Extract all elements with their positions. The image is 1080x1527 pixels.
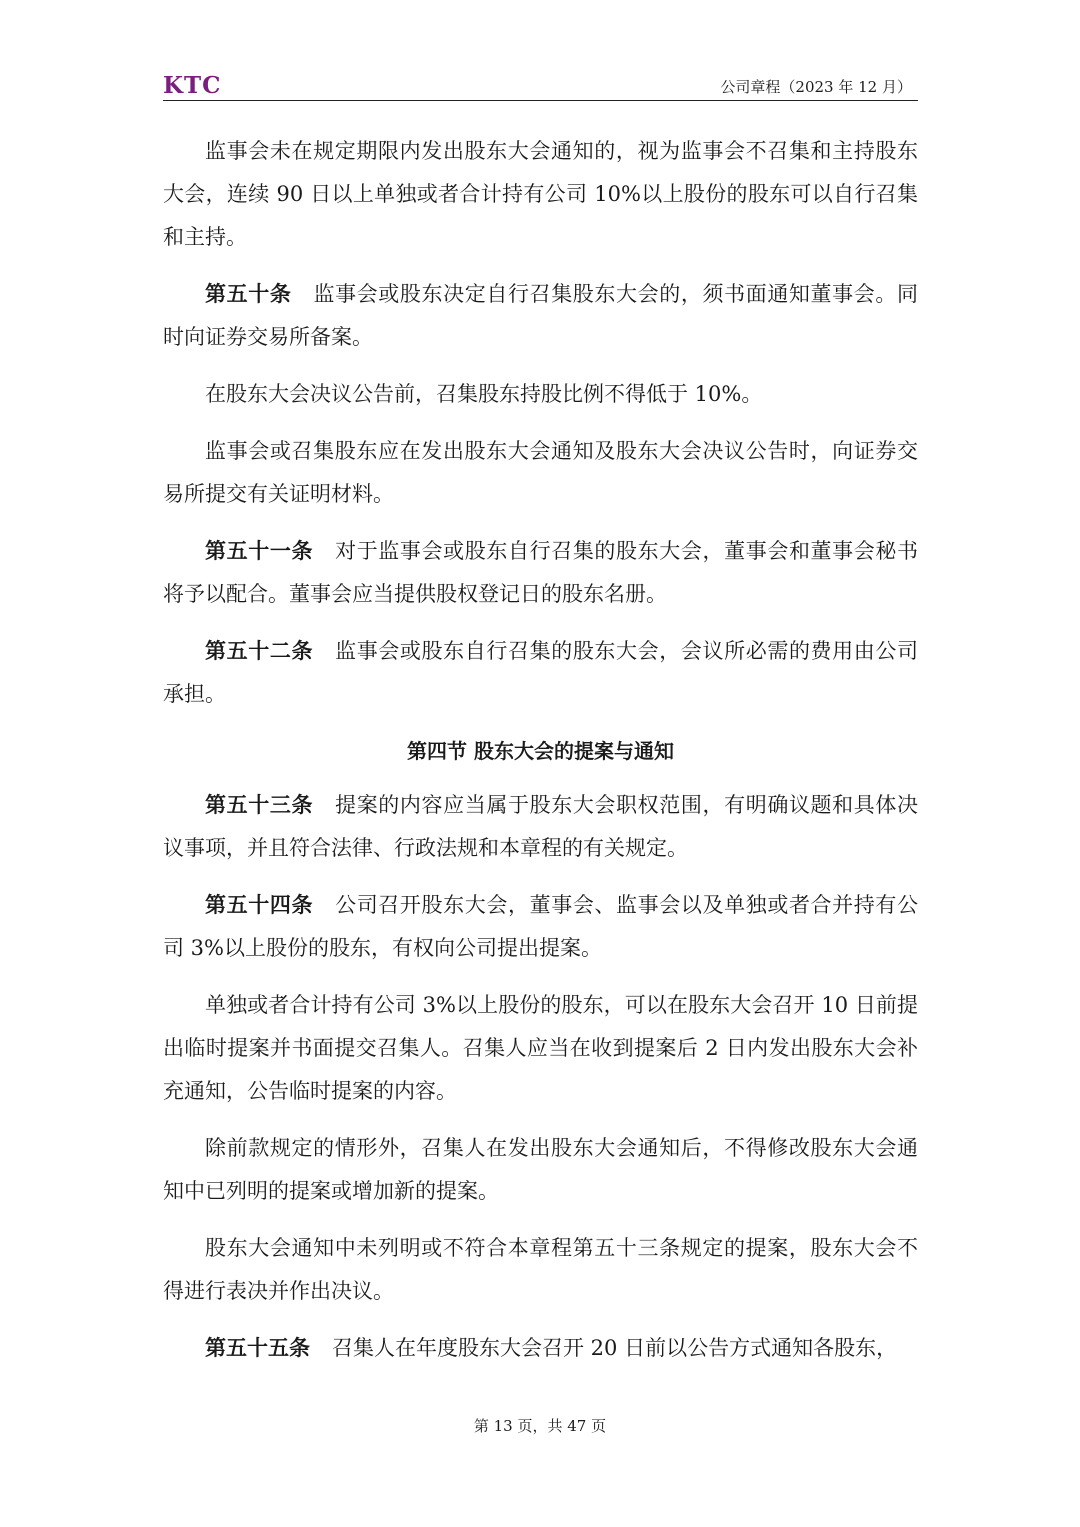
paragraph-10: 单独或者合计持有公司 3%以上股份的股东，可以在股东大会召开 10 日前提出临时提案并书面提交召集人。召集人应当在收到提案后 2 日内发出股东大会补充通知，公告临时提案的内容。 [163, 993, 918, 1103]
article-50 [163, 273, 918, 359]
article-52 [163, 630, 918, 716]
article-51-label: 第五十一条 [205, 539, 314, 563]
paragraph-3: 在股东大会决议公告前，召集股东持股比例不得低于 10%。 [205, 382, 763, 406]
article-55-label: 第五十五条 [205, 1336, 310, 1360]
paragraph-4: 监事会或召集股东应在发出股东大会通知及股东大会决议公告时，向证券交易所提交有关证明材料。 [163, 439, 918, 506]
document-body [163, 130, 918, 1384]
page-number: 第 13 页，共 47 页 [473, 1417, 607, 1435]
article-50-text: 监事会或股东决定自行召集股东大会的，须书面通知董事会。同时向证券交易所备案。 [163, 282, 918, 349]
company-logo: KTC [163, 72, 222, 99]
article-53-text: 提案的内容应当属于股东大会职权范围，有明确议题和具体决议事项，并且符合法律、行政法规和本章程的有关规定。 [163, 793, 919, 860]
section-title: 第四节 股东大会的提案与通知 [407, 739, 674, 763]
article-50-label: 第五十条 [205, 282, 292, 306]
article-53 [163, 784, 918, 870]
article-54 [163, 884, 918, 970]
article-55-text: 召集人在年度股东大会召开 20 日前以公告方式通知各股东， [332, 1336, 898, 1360]
article-54-text: 公司召开股东大会，董事会、监事会以及单独或者合并持有公司 3%以上股份的股东，有权向公司提出提案。 [163, 893, 919, 960]
article-51 [163, 530, 918, 616]
article-52-label: 第五十二条 [205, 639, 314, 663]
page-header [163, 70, 918, 101]
article-54-label: 第五十四条 [205, 893, 314, 917]
paragraph-12: 股东大会通知中未列明或不符合本章程第五十三条规定的提案，股东大会不得进行表决并作出决议。 [163, 1236, 918, 1303]
paragraph-1: 监事会未在规定期限内发出股东大会通知的，视为监事会不召集和主持股东大会，连续 90 日以上单独或者合计持有公司 10%以上股份的股东可以自行召集和主持。 [163, 139, 918, 249]
article-55 [163, 1327, 918, 1370]
article-53-label: 第五十三条 [205, 793, 314, 817]
paragraph-11: 除前款规定的情形外，召集人在发出股东大会通知后，不得修改股东大会通知中已列明的提案或增加新的提案。 [163, 1136, 918, 1203]
document-title: 公司章程（2023 年 12 月） [720, 78, 912, 96]
article-51-text: 对于监事会或股东自行召集的股东大会，董事会和董事会秘书将予以配合。董事会应当提供股权登记日的股东名册。 [163, 539, 919, 606]
article-52-text: 监事会或股东自行召集的股东大会，会议所必需的费用由公司承担。 [163, 639, 919, 706]
